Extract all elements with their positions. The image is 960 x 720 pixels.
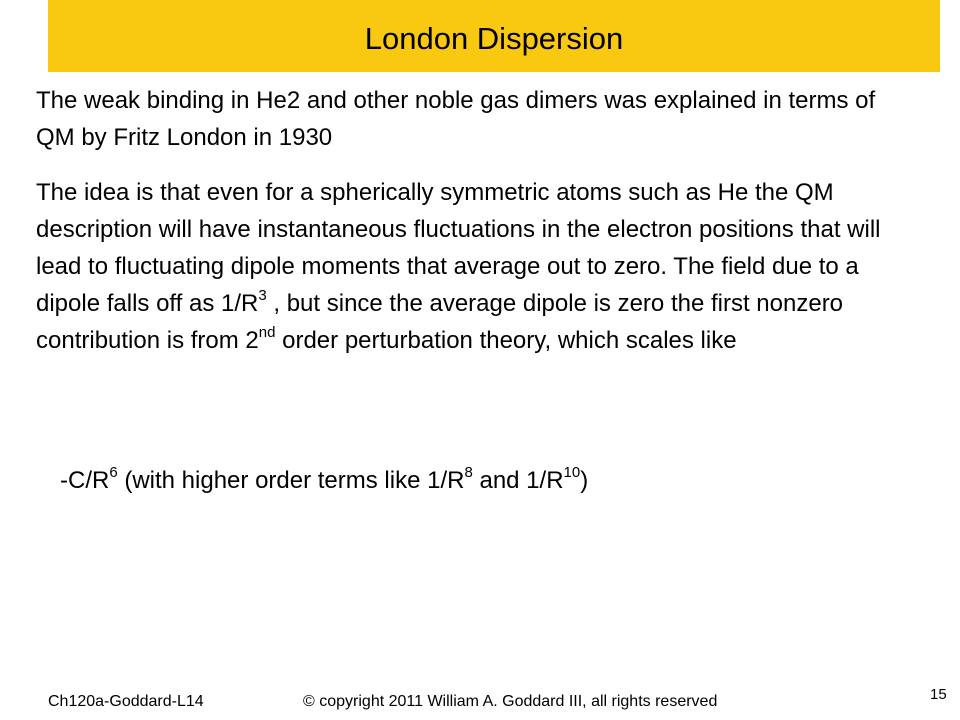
p2-exponent-3: 3 bbox=[258, 287, 267, 304]
page-number: 15 bbox=[930, 686, 947, 703]
p3-text-4: ) bbox=[580, 467, 589, 494]
p3-exponent-6: 6 bbox=[109, 464, 118, 481]
p2-text-2: , but since the average dipole is zero the first nonzero contribution is from 2 bbox=[36, 290, 844, 354]
paragraph-scaling-formula bbox=[60, 462, 940, 499]
p2-text-3: order perturbation theory, which scales like bbox=[275, 327, 737, 354]
p3-text-1: -C/R bbox=[60, 467, 110, 494]
p3-text-2: (with higher order terms like 1/R bbox=[117, 467, 465, 494]
paragraph-fluctuation-idea bbox=[36, 174, 916, 359]
title-bar bbox=[48, 0, 940, 72]
p2-text-1: The idea is that even for a spherically symmetric atoms such as He the QM description will have instantaneous fluctuations in the electron positions that will lead to fluctuating dipole moments that average out to zero. The field due to a dipole falls off as 1/R bbox=[36, 179, 881, 317]
footer-course-label: Ch120a-Goddard-L14 bbox=[48, 693, 204, 710]
p3-exponent-10: 10 bbox=[563, 464, 581, 481]
p3-text-3: and 1/R bbox=[472, 467, 564, 494]
p3-exponent-8: 8 bbox=[464, 464, 473, 481]
slide-title: London Dispersion bbox=[364, 20, 624, 56]
footer-copyright: © copyright 2011 William A. Goddard III, all rights reserved bbox=[303, 693, 718, 710]
slide-footer bbox=[0, 660, 960, 720]
p2-ordinal-nd: nd bbox=[258, 324, 276, 341]
paragraph-london-binding: The weak binding in He2 and other noble gas dimers was explained in terms of QM by Fritz London in 1930 bbox=[36, 87, 876, 151]
